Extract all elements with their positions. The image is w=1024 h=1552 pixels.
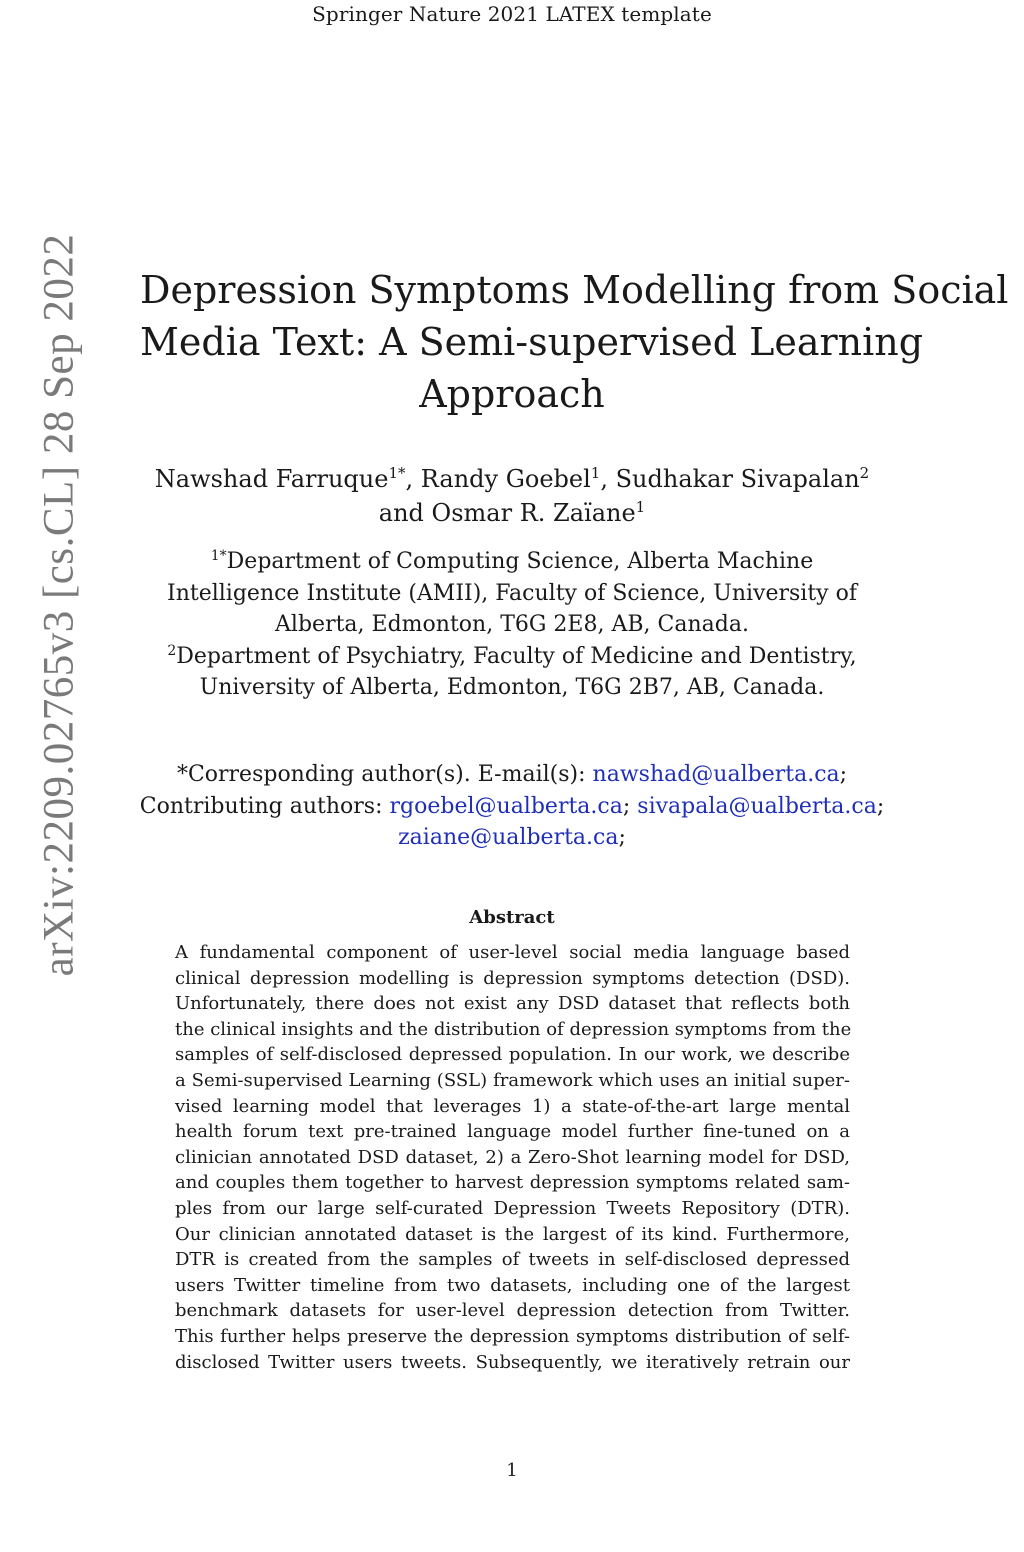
correspondence-block (130, 759, 894, 854)
title-line: Media Text: A Semi-supervised Learning (140, 320, 924, 364)
abstract-line: samples of self-disclosed depressed population. In our work, we describe (175, 1044, 850, 1066)
abstract-body (175, 940, 850, 1375)
email-link[interactable]: rgoebel@ualberta.ca (389, 793, 623, 819)
running-header (0, 2, 1024, 26)
abstract-line: vised learning model that leverages 1) a state-of-the-art large mental (175, 1095, 850, 1117)
title-line: Approach (419, 372, 605, 416)
email-separator: ; (622, 793, 631, 819)
affiliation-text: Department of Psychiatry, Faculty of Medicine and Dentistry, (176, 643, 857, 669)
running-title: Springer Nature 2021 LATEX template (312, 2, 712, 26)
abstract-line: Unfortunately, there does not exist any DSD dataset that reflects both (175, 993, 850, 1015)
affiliation-line (130, 641, 894, 673)
author-separator: , (405, 465, 421, 493)
affiliations (130, 546, 894, 704)
author-affiliation-mark: 2 (859, 464, 870, 482)
page-number: 1 (506, 1460, 518, 1481)
arxiv-identifier-stamp: arXiv:2209.02765v3 [cs.CL] 28 Sep 2022 (35, 233, 83, 977)
affiliation-line: Alberta, Edmonton, T6G 2E8, AB, Canada. (275, 612, 749, 637)
email-separator: ; (839, 762, 848, 787)
affiliation-line: University of Alberta, Edmonton, T6G 2B7, AB, Canada. (199, 675, 825, 700)
affiliation-mark: 2 (167, 642, 177, 659)
affiliation-text: Department of Computing Science, Alberta Machine (226, 549, 814, 574)
abstract-line: This further helps preserve the depression symptoms distribution of self- (175, 1325, 850, 1347)
affiliation-mark: 1* (210, 548, 227, 564)
corresponding-line (130, 759, 894, 791)
author-name: Randy Goebel (420, 465, 591, 493)
email-link[interactable]: nawshad@ualberta.ca (592, 762, 840, 787)
abstract-line: benchmark datasets for user-level depression detection from Twitter. (175, 1300, 850, 1322)
abstract-line: health forum text pre-trained language model further fine-tuned on a (175, 1121, 850, 1143)
abstract-line: the clinical insights and the distribution of depression symptoms from the (175, 1018, 852, 1040)
title-line: Depression Symptoms Modelling from Social (140, 268, 1009, 312)
abstract-line: users Twitter timeline from two datasets, including one of the largest (175, 1274, 850, 1296)
author-affiliation-mark: 1* (388, 464, 406, 482)
email-separator: ; (876, 793, 885, 819)
author-name: Osmar R. Zaïane (431, 499, 636, 527)
abstract-line: clinician annotated DSD dataset, 2) a Zero-Shot learning model for DSD, (175, 1146, 850, 1168)
abstract-line: A fundamental component of user-level social media language based (175, 942, 850, 963)
author-name: Nawshad Farruque (154, 465, 389, 493)
abstract-line: disclosed Twitter users tweets. Subsequently, we iteratively retrain our (175, 1351, 850, 1373)
contributing-line (130, 822, 894, 854)
author-affiliation-mark: 1 (590, 464, 601, 482)
abstract-line: Our clinician annotated dataset is the largest of its kind. Furthermore, (175, 1223, 850, 1245)
abstract-line: DTR is created from the samples of tweets in self-disclosed depressed (175, 1249, 850, 1271)
contributing-line (130, 791, 894, 823)
abstract-heading: Abstract (469, 907, 555, 928)
corresponding-label: *Corresponding author(s). E-mail(s): (176, 762, 593, 787)
email-separator: ; (618, 825, 626, 850)
email-link[interactable]: zaiane@ualberta.ca (398, 825, 619, 850)
paper-title (140, 264, 1009, 420)
author-list (130, 462, 894, 530)
affiliation-line (130, 546, 894, 578)
email-link[interactable]: sivapala@ualberta.ca (637, 793, 877, 819)
affiliation-line: Intelligence Institute (AMII), Faculty of Science, University of (167, 580, 857, 606)
abstract-line: and couples them together to harvest depression symptoms related sam- (175, 1172, 850, 1194)
author-affiliation-mark: 1 (635, 498, 646, 516)
author-line (130, 462, 894, 496)
author-separator: , (600, 465, 616, 493)
contributing-label: Contributing authors: (139, 793, 390, 819)
abstract-line: a Semi-supervised Learning (SSL) framework which uses an initial super- (175, 1069, 850, 1091)
author-conjunction: and (378, 499, 432, 527)
author-name: Sudhakar Sivapalan (615, 465, 860, 493)
abstract-line: ples from our large self-curated Depression Tweets Repository (DTR). (175, 1197, 850, 1219)
author-line (130, 496, 894, 530)
abstract-line: clinical depression modelling is depression symptoms detection (DSD). (175, 967, 850, 989)
